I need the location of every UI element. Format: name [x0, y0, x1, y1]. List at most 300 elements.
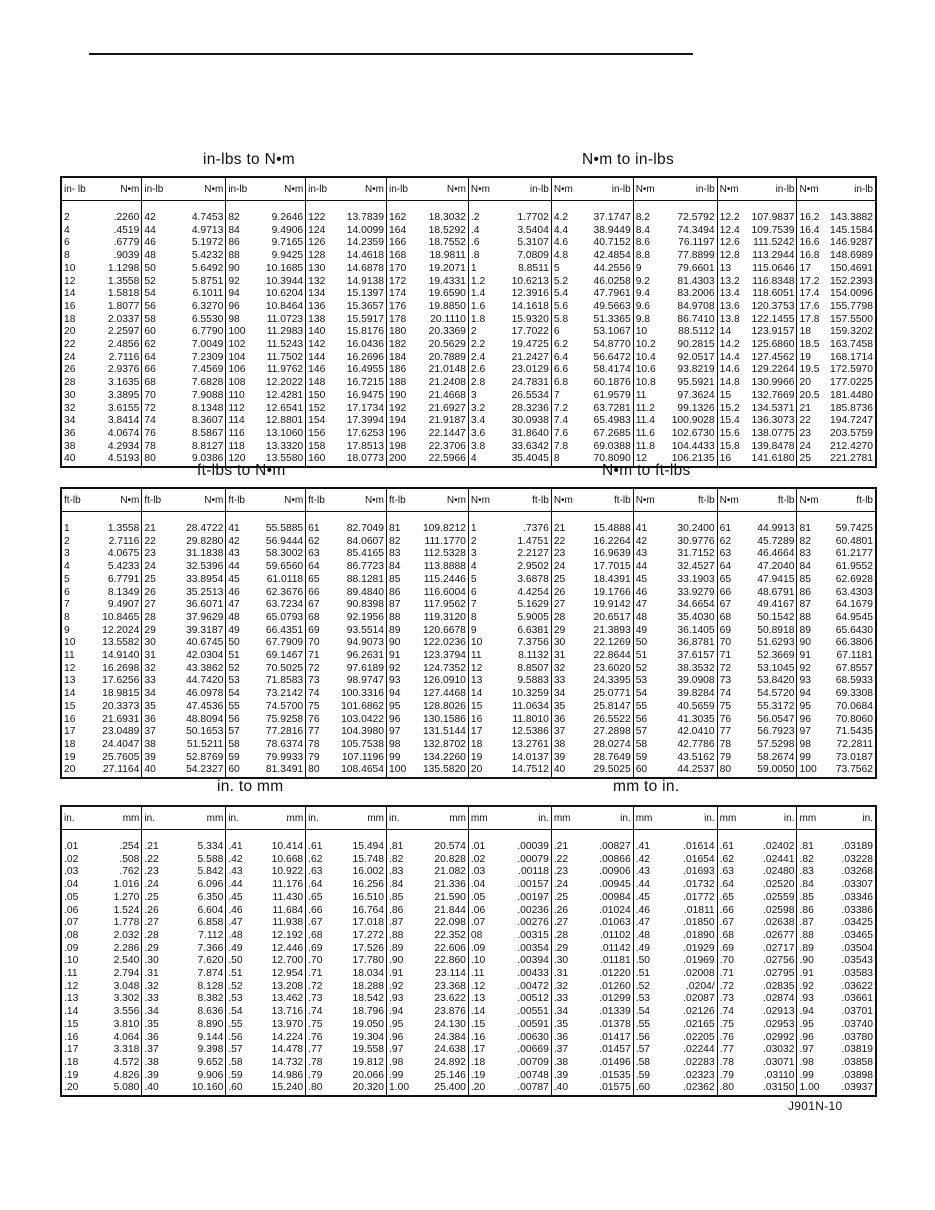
converted-value-cell: 63.7234: [265, 599, 304, 611]
column-header: ft-lb: [580, 488, 633, 512]
input-value-cell: 43: [226, 548, 255, 561]
converted-value-cell: 64.1679: [835, 599, 873, 611]
input-value-cell: .72: [717, 981, 744, 994]
converted-value-cell: 42.4854: [593, 250, 631, 262]
column-header: in.: [142, 806, 171, 830]
converted-value-cell: 8.5867: [191, 427, 224, 439]
table-row: [61, 879, 876, 892]
input-value-cell: 24: [142, 561, 171, 574]
input-value-cell: .63: [306, 866, 333, 879]
input-value-cell: 9: [64, 624, 70, 636]
column-header: N•m: [254, 177, 305, 201]
input-value-cell: 60: [633, 764, 662, 777]
converted-value-cell: 2.7116: [108, 351, 140, 363]
converted-value-cell: 3.810: [113, 1018, 140, 1030]
input-value-cell: .21: [551, 841, 580, 854]
input-value-cell: .10: [64, 955, 79, 967]
input-value-cell: 72: [717, 663, 744, 676]
converted-value-cell: 15.1397: [346, 288, 385, 300]
input-value-cell: .76: [717, 1032, 744, 1045]
converted-value-cell: 38.3532: [677, 662, 715, 674]
converted-value-cell: 34.6654: [677, 599, 715, 611]
converted-value-cell: 8.1132: [518, 650, 549, 662]
input-value-cell: .27: [142, 917, 171, 930]
converted-value-cell: 2.794: [113, 968, 140, 980]
converted-value-cell: 177.0225: [830, 377, 873, 389]
converted-value-cell: .03346: [841, 891, 873, 903]
converted-value-cell: 4.064: [113, 1031, 140, 1043]
converted-value-cell: 64.9545: [835, 611, 873, 623]
converted-value-cell: 18.0773: [346, 453, 385, 465]
converted-value-cell: 6.3270: [191, 300, 224, 312]
converted-value-cell: 78.6374: [265, 738, 304, 750]
converted-value-cell: 10.668: [271, 853, 304, 865]
input-value-cell: 14: [64, 688, 76, 700]
converted-value-cell: 6.7791: [107, 573, 140, 585]
converted-value-cell: 21.590: [434, 891, 466, 903]
input-value-cell: 22: [142, 536, 171, 549]
input-value-cell: 4: [64, 224, 70, 236]
converted-value-cell: .9039: [113, 250, 140, 262]
column-header: in-lb: [306, 177, 333, 201]
input-value-cell: .37: [551, 1044, 580, 1057]
converted-value-cell: 8.8511: [518, 262, 549, 274]
converted-value-cell: 29.8280: [186, 535, 224, 547]
input-value-cell: 35: [142, 701, 171, 714]
converted-value-cell: 59.0050: [757, 764, 795, 776]
input-value-cell: 57: [226, 726, 255, 739]
converted-value-cell: 98.9747: [346, 675, 385, 687]
input-value-cell: .66: [717, 905, 744, 918]
input-value-cell: .03: [468, 866, 497, 879]
input-value-cell: 15.6: [717, 428, 744, 441]
input-value-cell: 34: [142, 688, 171, 701]
converted-value-cell: .02480: [762, 866, 795, 878]
column-header: N•m: [797, 488, 824, 512]
converted-value-cell: 97.6189: [346, 662, 385, 674]
converted-value-cell: 93.5514: [346, 624, 385, 636]
converted-value-cell: 24.3395: [593, 675, 631, 687]
input-value-cell: 48: [226, 612, 255, 625]
converted-value-cell: 14.1618: [511, 300, 549, 312]
input-value-cell: .49: [633, 943, 662, 956]
converted-value-cell: 6.096: [197, 879, 224, 891]
converted-value-cell: .01142: [599, 942, 631, 954]
input-value-cell: 69: [717, 625, 744, 638]
converted-value-cell: 17.6253: [346, 427, 385, 439]
input-value-cell: 86: [797, 587, 824, 600]
converted-value-cell: 30.2400: [677, 523, 715, 534]
table-row: [61, 714, 876, 727]
converted-value-cell: 60.4801: [835, 535, 873, 547]
converted-value-cell: 6.6381: [517, 624, 549, 636]
input-value-cell: 15.8: [717, 441, 744, 454]
input-value-cell: .83: [387, 866, 414, 879]
input-value-cell: 13.4: [717, 288, 744, 301]
converted-value-cell: 6.858: [197, 917, 224, 929]
input-value-cell: 22: [551, 536, 580, 549]
input-value-cell: 194: [387, 415, 414, 428]
table-row: [61, 930, 876, 943]
converted-value-cell: .03740: [841, 1018, 873, 1030]
converted-value-cell: 7.0049: [191, 339, 224, 351]
converted-value-cell: 21.2408: [428, 377, 466, 389]
input-value-cell: .01: [64, 841, 79, 852]
column-header: N•m: [551, 177, 580, 201]
input-value-cell: .11: [468, 968, 497, 981]
converted-value-cell: 8.3607: [191, 415, 224, 427]
converted-value-cell: 9.906: [197, 1069, 224, 1081]
input-value-cell: 75: [306, 701, 333, 714]
converted-value-cell: 89.4840: [346, 586, 385, 598]
input-value-cell: 13.8: [717, 314, 744, 327]
converted-value-cell: 16.510: [352, 891, 385, 903]
input-value-cell: 14.6: [717, 364, 744, 377]
converted-value-cell: 159.3202: [830, 326, 873, 338]
converted-value-cell: 21.082: [434, 866, 466, 878]
input-value-cell: 134: [306, 288, 333, 301]
converted-value-cell: 71.5435: [835, 726, 873, 738]
converted-value-cell: 52.3669: [757, 650, 795, 662]
input-value-cell: .59: [226, 1070, 255, 1083]
converted-value-cell: 18.3032: [428, 212, 466, 223]
converted-value-cell: 8.636: [197, 1006, 224, 1018]
input-value-cell: 94: [797, 688, 824, 701]
converted-value-cell: 152.2393: [830, 275, 873, 287]
converted-value-cell: .01260: [599, 980, 631, 992]
input-value-cell: 40: [551, 764, 580, 777]
input-value-cell: 84: [797, 561, 824, 574]
input-value-cell: 58: [633, 739, 662, 752]
converted-value-cell: 10.1685: [265, 262, 304, 274]
input-value-cell: 33: [551, 675, 580, 688]
converted-value-cell: 40.7152: [593, 237, 631, 249]
converted-value-cell: 44.2537: [677, 764, 715, 776]
converted-value-cell: 10.160: [191, 1082, 224, 1094]
input-value-cell: .68: [306, 930, 333, 943]
converted-value-cell: 43.5162: [677, 751, 715, 763]
input-value-cell: 92: [797, 663, 824, 676]
top-rule: [89, 53, 693, 55]
input-value-cell: 2.4: [468, 352, 497, 365]
converted-value-cell: 126.0910: [422, 675, 466, 687]
input-value-cell: 19: [64, 751, 76, 763]
input-value-cell: 9.2: [633, 276, 662, 289]
converted-value-cell: 19.9142: [593, 599, 631, 611]
converted-value-cell: 1.524: [113, 904, 140, 916]
input-value-cell: 32: [142, 663, 171, 676]
input-value-cell: 83: [387, 548, 414, 561]
input-value-cell: .19: [64, 1069, 79, 1081]
converted-value-cell: 14.7512: [511, 764, 549, 776]
input-value-cell: .88: [387, 930, 414, 943]
input-value-cell: .91: [797, 968, 824, 981]
column-header: mm: [254, 806, 305, 830]
converted-value-cell: 20.828: [434, 853, 466, 865]
input-value-cell: .85: [387, 892, 414, 905]
input-value-cell: 14: [64, 288, 76, 300]
input-value-cell: .46: [633, 905, 662, 918]
column-header: in.: [226, 806, 255, 830]
converted-value-cell: .02008: [683, 968, 715, 980]
in-mm-table: [60, 805, 877, 1097]
converted-value-cell: 2.0337: [107, 313, 140, 325]
input-value-cell: 54: [633, 688, 662, 701]
converted-value-cell: .00472: [517, 980, 549, 992]
converted-value-cell: 55.3172: [757, 700, 795, 712]
converted-value-cell: 105.7538: [341, 738, 385, 750]
input-value-cell: 95: [387, 701, 414, 714]
converted-value-cell: 19.558: [352, 1044, 385, 1056]
input-value-cell: 61: [717, 523, 744, 536]
input-value-cell: .37: [142, 1044, 171, 1057]
converted-value-cell: 2.4856: [107, 339, 140, 351]
converted-value-cell: 10.922: [271, 866, 304, 878]
converted-value-cell: .02874: [762, 993, 795, 1005]
input-value-cell: .48: [226, 930, 255, 943]
converted-value-cell: 22.352: [434, 929, 466, 941]
input-value-cell: 47: [226, 599, 255, 612]
converted-value-cell: 18.034: [352, 968, 385, 980]
input-value-cell: 84: [387, 561, 414, 574]
converted-value-cell: 16.9475: [346, 389, 385, 401]
table-row: [61, 993, 876, 1006]
converted-value-cell: .00787: [517, 1082, 549, 1094]
converted-value-cell: 85.4165: [346, 548, 385, 560]
converted-value-cell: 11.176: [272, 879, 304, 891]
input-value-cell: 70: [142, 390, 171, 403]
input-value-cell: 52: [633, 663, 662, 676]
converted-value-cell: 17.018: [352, 917, 385, 929]
input-value-cell: 20: [468, 764, 497, 777]
column-header: N•m: [171, 177, 226, 201]
table-row: [61, 1082, 876, 1095]
input-value-cell: .53: [633, 993, 662, 1006]
converted-value-cell: 16.0436: [346, 339, 385, 351]
input-value-cell: 190: [387, 390, 414, 403]
column-header: in-lb: [580, 177, 633, 201]
input-value-cell: .05: [468, 892, 497, 905]
input-value-cell: 71: [717, 650, 744, 663]
input-value-cell: .03: [64, 866, 79, 878]
table-row: [61, 841, 876, 854]
table-row: [61, 866, 876, 879]
input-value-cell: 16: [64, 713, 76, 725]
input-value-cell: .82: [797, 854, 824, 867]
input-value-cell: .23: [551, 866, 580, 879]
input-value-cell: 26: [551, 587, 580, 600]
converted-value-cell: 148.6989: [830, 250, 873, 262]
input-value-cell: 5: [551, 263, 580, 276]
converted-value-cell: 48.8094: [186, 713, 224, 725]
converted-value-cell: 134.5371: [751, 402, 795, 414]
converted-value-cell: 5.8751: [191, 275, 224, 287]
input-value-cell: 90: [387, 637, 414, 650]
input-value-cell: 20.5: [797, 390, 824, 403]
converted-value-cell: 4.9713: [191, 224, 224, 236]
input-value-cell: .23: [142, 866, 171, 879]
input-value-cell: 12.8: [717, 250, 744, 263]
input-value-cell: 114: [226, 415, 255, 428]
column-header: N•m: [254, 488, 305, 512]
input-value-cell: 7.8: [551, 441, 580, 454]
converted-value-cell: 20.3369: [428, 326, 466, 338]
input-value-cell: .93: [797, 993, 824, 1006]
input-value-cell: .30: [551, 955, 580, 968]
converted-value-cell: 84.9708: [677, 300, 715, 312]
input-value-cell: .89: [797, 943, 824, 956]
input-value-cell: 80: [142, 453, 171, 466]
converted-value-cell: 14.732: [271, 1056, 304, 1068]
converted-value-cell: 6.350: [197, 891, 224, 903]
column-header: N•m: [717, 177, 744, 201]
input-value-cell: .95: [797, 1019, 824, 1032]
input-value-cell: .52: [633, 981, 662, 994]
converted-value-cell: .01772: [683, 891, 715, 903]
input-value-cell: .13: [64, 993, 79, 1005]
input-value-cell: .81: [387, 841, 414, 854]
converted-value-cell: 11.8010: [512, 713, 549, 725]
input-value-cell: 28: [142, 612, 171, 625]
converted-value-cell: 55.5885: [265, 523, 304, 534]
input-value-cell: .87: [387, 917, 414, 930]
converted-value-cell: .00197: [517, 891, 549, 903]
converted-value-cell: 16.7215: [346, 377, 385, 389]
table-row: [61, 536, 876, 549]
converted-value-cell: 101.6862: [341, 700, 385, 712]
input-value-cell: .22: [142, 854, 171, 867]
input-value-cell: .38: [142, 1057, 171, 1070]
converted-value-cell: .00630: [517, 1031, 549, 1043]
input-value-cell: 76: [306, 714, 333, 727]
input-value-cell: .82: [387, 854, 414, 867]
converted-value-cell: 19.050: [352, 1018, 385, 1030]
input-value-cell: 38: [64, 440, 76, 452]
table-row: [61, 675, 876, 688]
input-value-cell: .13: [468, 993, 497, 1006]
converted-value-cell: 12.6541: [265, 402, 304, 414]
input-value-cell: .86: [387, 905, 414, 918]
input-value-cell: 60: [142, 326, 171, 339]
converted-value-cell: 18.4391: [593, 573, 631, 585]
converted-value-cell: 51.5211: [186, 738, 224, 750]
input-value-cell: 3.2: [468, 403, 497, 416]
input-value-cell: .17: [64, 1044, 79, 1056]
converted-value-cell: 99.1326: [677, 402, 715, 414]
input-value-cell: 138: [306, 314, 333, 327]
converted-value-cell: 17.272: [352, 929, 385, 941]
column-header: in-lb: [662, 177, 717, 201]
converted-value-cell: .02953: [762, 1018, 795, 1030]
column-header: mm: [171, 806, 226, 830]
input-value-cell: 14: [717, 326, 744, 339]
input-value-cell: .45: [226, 892, 255, 905]
converted-value-cell: 150.4691: [830, 262, 873, 274]
table-row: [61, 701, 876, 714]
input-value-cell: .36: [142, 1032, 171, 1045]
converted-value-cell: 13.7839: [346, 212, 385, 223]
input-value-cell: 20: [64, 326, 76, 338]
converted-value-cell: 27.2898: [593, 726, 631, 738]
converted-value-cell: .02677: [762, 929, 795, 941]
input-value-cell: 10.6: [633, 364, 662, 377]
converted-value-cell: 20.066: [352, 1069, 385, 1081]
input-value-cell: .46: [226, 905, 255, 918]
input-value-cell: 43: [633, 548, 662, 561]
table-row: [61, 892, 876, 905]
input-value-cell: 18: [64, 738, 76, 750]
converted-value-cell: 3.1635: [107, 377, 140, 389]
converted-value-cell: .00354: [517, 942, 549, 954]
converted-value-cell: .02126: [683, 1006, 715, 1018]
input-value-cell: 136: [306, 301, 333, 314]
input-value-cell: .98: [387, 1057, 414, 1070]
column-header: ft-lb: [142, 488, 171, 512]
input-value-cell: 17: [468, 726, 497, 739]
converted-value-cell: 111.1770: [424, 535, 466, 547]
converted-value-cell: 23.6020: [593, 662, 631, 674]
converted-value-cell: 185.8736: [830, 402, 873, 414]
input-value-cell: 178: [387, 314, 414, 327]
converted-value-cell: .01890: [683, 929, 715, 941]
input-value-cell: .78: [717, 1057, 744, 1070]
converted-value-cell: 79.9933: [265, 751, 304, 763]
converted-value-cell: 2.540: [113, 955, 140, 967]
converted-value-cell: .01496: [599, 1056, 631, 1068]
converted-value-cell: 12.192: [271, 929, 304, 941]
converted-value-cell: 52.8769: [186, 751, 224, 763]
input-value-cell: 49: [633, 625, 662, 638]
converted-value-cell: 4.2934: [107, 440, 140, 452]
converted-value-cell: .00945: [599, 879, 631, 891]
input-value-cell: 3.4: [468, 415, 497, 428]
converted-value-cell: 11.938: [272, 917, 304, 929]
converted-value-cell: .01102: [599, 929, 631, 941]
converted-value-cell: 4.826: [113, 1069, 140, 1081]
input-value-cell: 23: [142, 548, 171, 561]
input-value-cell: .35: [551, 1019, 580, 1032]
converted-value-cell: 17.6256: [102, 675, 140, 687]
input-value-cell: .54: [226, 1006, 255, 1019]
input-value-cell: 22: [797, 415, 824, 428]
input-value-cell: 132: [306, 276, 333, 289]
column-header: N•m: [171, 488, 226, 512]
input-value-cell: 91: [797, 650, 824, 663]
input-value-cell: 21: [797, 403, 824, 416]
converted-value-cell: 69.1467: [265, 650, 304, 662]
input-value-cell: .32: [142, 981, 171, 994]
input-value-cell: 122: [306, 212, 333, 225]
input-value-cell: 8.2: [633, 212, 662, 225]
table-row: [61, 1019, 876, 1032]
table-row: [61, 650, 876, 663]
input-value-cell: 38: [142, 739, 171, 752]
input-value-cell: .56: [633, 1032, 662, 1045]
converted-value-cell: .00236: [517, 904, 549, 916]
converted-value-cell: 77.8899: [677, 250, 715, 262]
converted-value-cell: 9.4907: [107, 599, 140, 611]
input-value-cell: .08: [64, 929, 79, 941]
converted-value-cell: 14.224: [271, 1031, 304, 1043]
converted-value-cell: .00709: [517, 1056, 549, 1068]
input-value-cell: .21: [142, 841, 171, 854]
input-value-cell: 44: [226, 561, 255, 574]
converted-value-cell: 49.5663: [593, 300, 631, 312]
input-value-cell: 50: [633, 637, 662, 650]
input-value-cell: 88: [797, 612, 824, 625]
input-value-cell: 10.4: [633, 352, 662, 365]
input-value-cell: 15: [64, 700, 76, 712]
